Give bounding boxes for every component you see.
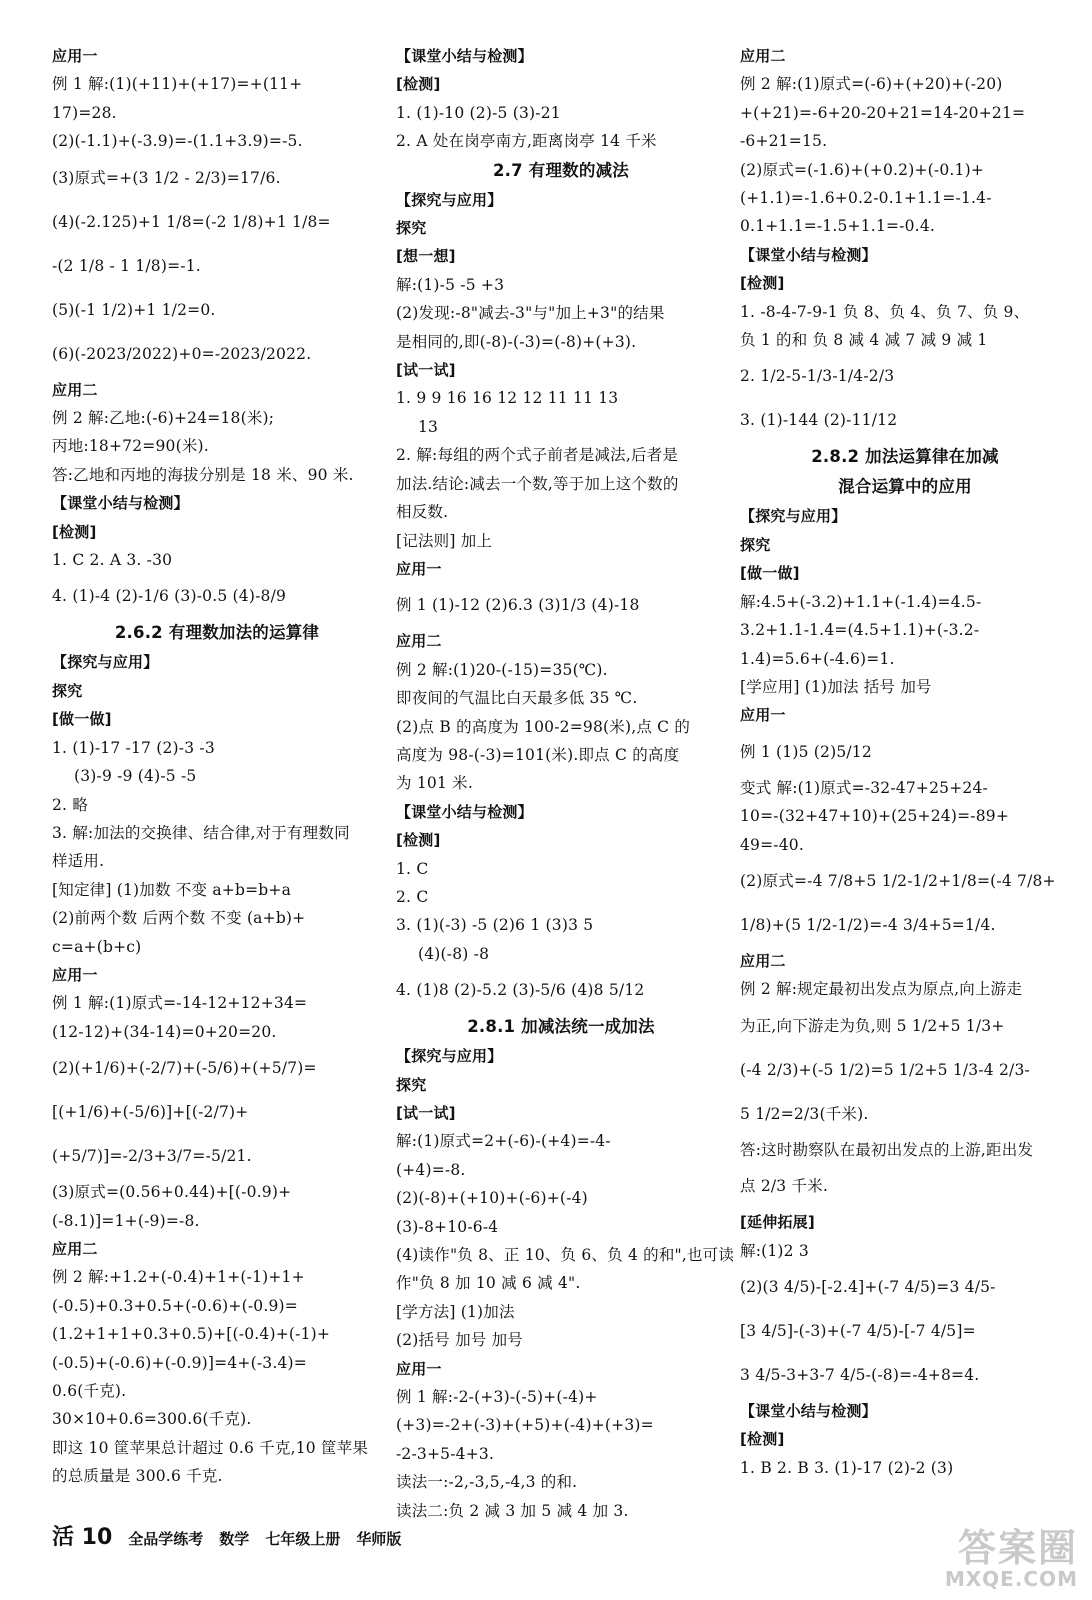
text-line: -(2 1/8 - 1 1/8)=-1.	[52, 256, 201, 275]
text-line: 应用二	[52, 1239, 98, 1258]
text-line: 17)=28.	[52, 103, 117, 122]
page-footer	[52, 1520, 401, 1550]
text-line: 0.6(千克).	[52, 1382, 127, 1400]
text-line: 4. (1)8 (2)-5.2 (3)-5/6 (4)8 5/12	[396, 981, 645, 1000]
text-line: 【课堂小结与检测】	[740, 1401, 877, 1420]
text-line: (2)发现:-8"减去-3"与"加上+3"的结果	[396, 304, 665, 323]
text-line: (2)前两个数 后两个数 不变 (a+b)+	[52, 909, 306, 928]
text-line: 2. C	[396, 887, 429, 906]
text-line: 10=-(32+47+10)+(25+24)=-89+	[740, 807, 1010, 826]
text-line: 【课堂小结与检测】	[52, 494, 189, 513]
text-line: 样适用.	[52, 852, 105, 871]
footer-brand: 全品学练考	[128, 1530, 204, 1548]
text-line: 2. 解:每组的两个式子前者是减法,后者是	[396, 446, 679, 465]
footer-grade: 七年级上册	[265, 1530, 341, 1548]
text-line: 应用一	[52, 965, 98, 984]
text-line: 2. A 处在岗亭南方,距离岗亭 14 千米	[396, 132, 657, 151]
text-line: 应用二	[740, 47, 786, 65]
text-line: (2)(+1/6)+(-2/7)+(-5/6)+(+5/7)=	[52, 1059, 317, 1078]
text-line: 作"负 8 加 10 减 6 减 4".	[396, 1274, 581, 1293]
text-line: 应用二	[740, 951, 786, 970]
text-line: 1. -8-4-7-9-1 负 8、负 4、负 7、负 9、	[740, 302, 1030, 321]
text-line: 【探究与应用】	[52, 653, 159, 672]
text-line: 2.7 有理数的减法	[493, 160, 629, 180]
left-column	[52, 42, 382, 1491]
text-line: 点 2/3 千米.	[740, 1177, 829, 1196]
text-line: (-0.5)+(-0.6)+(-0.9)]=4+(-3.4)=	[52, 1353, 307, 1372]
text-line: 解:(1)2 3	[740, 1241, 809, 1260]
text-line: c=a+(b+c)	[52, 937, 142, 956]
text-line: 1/8)+(5 1/2-1/2)=-4 3/4+5=1/4.	[740, 915, 996, 934]
text-line: 探究	[396, 219, 427, 238]
text-line: 解:(1)-5 -5 +3	[396, 275, 505, 294]
text-line: 3. 解:加法的交换律、结合律,对于有理数同	[52, 823, 350, 842]
text-line: 探究	[52, 681, 83, 700]
text-line: -2-3+5-4+3.	[396, 1444, 495, 1463]
text-line: 【课堂小结与检测】	[740, 245, 877, 264]
text-line: 答:这时勘察队在最初出发点的上游,距出发	[740, 1140, 1034, 1159]
text-line: 即这 10 筐苹果总计超过 0.6 千克,10 筐苹果	[52, 1438, 369, 1457]
text-line: 4. (1)-4 (2)-1/6 (3)-0.5 (4)-8/9	[52, 587, 287, 606]
text-line: 2.6.2 有理数加法的运算律	[114, 623, 320, 643]
text-line: (2)原式=(-1.6)+(+0.2)+(-0.1)+	[740, 160, 985, 179]
text-line: 例 2 解:规定最初出发点为原点,向上游走	[740, 980, 1023, 999]
text-line: [3 4/5]-(-3)+(-7 4/5)-[-7 4/5]=	[740, 1321, 976, 1340]
page-number: 活 10	[52, 1525, 113, 1550]
text-line: (+3)=-2+(-3)+(+5)+(-4)+(+3)=	[396, 1416, 654, 1435]
text-line: 应用一	[396, 559, 442, 578]
text-line: (4)(-8) -8	[418, 944, 490, 963]
text-line: 例 1 解:(1)(+11)+(+17)=+(11+	[52, 75, 303, 94]
text-line: 即夜间的气温比白天最多低 35 ℃.	[396, 689, 638, 708]
text-line: (3)原式=(0.56+0.44)+[(-0.9)+	[52, 1183, 292, 1202]
text-line: (2)点 B 的高度为 100-2=98(米),点 C 的	[396, 717, 691, 736]
text-line: 答:乙地和丙地的海拔分别是 18 米、90 米.	[52, 465, 354, 484]
text-line: 负 1 的和 负 8 减 4 减 7 减 9 减 1	[740, 331, 988, 350]
text-line: 例 1 (1)-12 (2)6.3 (3)1/3 (4)-18	[396, 596, 640, 615]
text-line: +(+21)=-6+20-20+21=14-20+21=	[740, 103, 1026, 122]
watermark-logo: 答案圈	[957, 1526, 1078, 1570]
text-line: (3)原式=+(3 1/2 - 2/3)=17/6.	[52, 168, 281, 187]
right-column	[740, 42, 1070, 1482]
text-line: 3. (1)(-3) -5 (2)6 1 (3)3 5	[396, 916, 594, 935]
text-line: 例 1 (1)5 (2)5/12	[740, 742, 872, 761]
text-line: (-8.1)]=1+(-9)=-8.	[52, 1211, 200, 1230]
text-line: 1.4)=5.6+(-4.6)=1.	[740, 649, 895, 668]
text-line: 是相同的,即(-8)-(-3)=(-8)+(+3).	[396, 332, 637, 351]
text-line: 1. C	[396, 859, 429, 878]
text-line: 探究	[396, 1075, 427, 1094]
text-line: (3)-8+10-6-4	[396, 1217, 499, 1236]
text-line: 应用二	[396, 632, 442, 651]
text-line: 解:(1)原式=2+(-6)-(+4)=-4-	[396, 1132, 611, 1151]
text-line: [学应用] (1)加法 括号 加号	[740, 677, 932, 696]
watermark	[878, 1528, 1078, 1594]
text-line: (5)(-1 1/2)+1 1/2=0.	[52, 300, 216, 319]
text-line: 读法二:负 2 减 3 加 5 减 4 加 3.	[396, 1501, 629, 1520]
text-line: 例 1 解:(1)原式=-14-12+12+34=	[52, 994, 308, 1013]
text-line: 3.2+1.1-1.4=(4.5+1.1)+(-3.2-	[740, 621, 980, 640]
text-line: 3. (1)-144 (2)-11/12	[740, 411, 898, 430]
text-line: [学方法] (1)加法	[396, 1302, 515, 1321]
text-line: -6+21=15.	[740, 132, 828, 151]
text-line: 的总质量是 300.6 千克.	[52, 1467, 223, 1486]
text-line: 3 4/5-3+3-7 4/5-(-8)=-4+8=4.	[740, 1365, 980, 1384]
text-line: (2)原式=-4 7/8+5 1/2-1/2+1/8=(-4 7/8+	[740, 871, 1056, 890]
text-line: (3)-9 -9 (4)-5 -5	[74, 767, 197, 786]
text-line: 例 1 解:-2-(+3)-(-5)+(-4)+	[396, 1388, 598, 1407]
text-line: 探究	[740, 535, 771, 554]
text-line: 【探究与应用】	[396, 1047, 503, 1066]
text-line: 相反数.	[396, 503, 449, 522]
text-line: 2. 略	[52, 795, 89, 814]
text-line: 例 2 解:(1)20-(-15)=35(℃).	[396, 660, 608, 679]
text-line: (2)(-8)+(+10)+(-6)+(-4)	[396, 1189, 588, 1208]
text-line: 应用一	[740, 706, 786, 725]
text-line: 30×10+0.6=300.6(千克).	[52, 1410, 252, 1429]
text-line: (4)读作"负 8、正 10、负 6、负 4 的和",也可读	[396, 1246, 735, 1265]
watermark-url: MXQE.COM	[944, 1567, 1078, 1591]
text-line: 1. 9 9 16 16 12 12 11 11 13	[396, 389, 619, 408]
text-line: 高度为 98-(-3)=101(米).即点 C 的高度	[396, 745, 680, 764]
text-line: 变式 解:(1)原式=-32-47+25+24-	[740, 778, 988, 797]
text-line: [记法则] 加上	[396, 531, 493, 550]
text-line: (12-12)+(34-14)=0+20=20.	[52, 1022, 277, 1041]
text-line: 0.1+1.1=-1.5+1.1=-0.4.	[740, 217, 936, 236]
text-line: 1. (1)-10 (2)-5 (3)-21	[396, 103, 561, 122]
footer-edition: 华师版	[356, 1530, 402, 1548]
text-line: 2.8.2 加法运算律在加减	[811, 447, 999, 467]
text-line: 例 2 解:乙地:(-6)+24=18(米);	[52, 409, 275, 428]
text-line: 【课堂小结与检测】	[396, 47, 533, 65]
text-line: [检测]	[52, 522, 97, 541]
text-line: (2)(3 4/5)-[-2.4]+(-7 4/5)=3 4/5-	[740, 1277, 996, 1296]
text-line: 应用二	[52, 380, 98, 399]
text-line: [检测]	[740, 1430, 785, 1449]
text-line: [做一做]	[52, 710, 112, 729]
text-line: 【探究与应用】	[740, 507, 847, 526]
text-line: 为正,向下游走为负,则 5 1/2+5 1/3+	[740, 1016, 1005, 1035]
middle-column	[396, 42, 735, 1525]
text-line: (2)(-1.1)+(-3.9)=-(1.1+3.9)=-5.	[52, 132, 303, 151]
text-line: 49=-40.	[740, 835, 804, 854]
text-line: 应用一	[52, 47, 98, 65]
text-line: 为 101 米.	[396, 774, 473, 793]
text-line: [(+1/6)+(-5/6)]+[(-2/7)+	[52, 1103, 249, 1122]
text-line: 加法.结论:减去一个数,等于加上这个数的	[396, 474, 679, 493]
text-line: [检测]	[396, 831, 441, 850]
text-line: 2.8.1 加减法统一成加法	[467, 1017, 655, 1037]
text-line: [知定律] (1)加数 不变 a+b=b+a	[52, 880, 292, 899]
text-line: 2. 1/2-5-1/3-1/4-2/3	[740, 367, 895, 386]
text-line: 13	[418, 417, 439, 436]
text-line: 【探究与应用】	[396, 190, 503, 209]
text-line: 1. B 2. B 3. (1)-17 (2)-2 (3)	[740, 1458, 954, 1477]
text-line: 1. (1)-17 -17 (2)-3 -3	[52, 738, 215, 757]
text-line: (+1.1)=-1.6+0.2-0.1+1.1=-1.4-	[740, 189, 992, 208]
text-line: (-0.5)+0.3+0.5+(-0.6)+(-0.9)=	[52, 1296, 298, 1315]
text-line: 解:4.5+(-3.2)+1.1+(-1.4)=4.5-	[740, 592, 982, 611]
footer-subject: 数学	[219, 1530, 250, 1548]
text-line: [想一想]	[396, 247, 456, 266]
text-line: (+5/7)]=-2/3+3/7=-5/21.	[52, 1147, 252, 1166]
text-line: (-4 2/3)+(-5 1/2)=5 1/2+5 1/3-4 2/3-	[740, 1060, 1030, 1079]
text-line: 【课堂小结与检测】	[396, 802, 533, 821]
text-line: 例 2 解:+1.2+(-0.4)+1+(-1)+1+	[52, 1268, 305, 1287]
text-line: (4)(-2.125)+1 1/8=(-2 1/8)+1 1/8=	[52, 212, 331, 231]
text-line: 丙地:18+72=90(米).	[52, 437, 209, 456]
text-line: 1. C 2. A 3. -30	[52, 551, 173, 570]
text-line: 混合运算中的应用	[838, 477, 972, 497]
text-line: 5 1/2=2/3(千米).	[740, 1104, 869, 1123]
text-line: [延伸拓展]	[740, 1213, 815, 1232]
text-line: [检测]	[396, 75, 441, 94]
text-line: 应用一	[396, 1359, 442, 1378]
text-line: (1.2+1+1+0.3+0.5)+[(-0.4)+(-1)+	[52, 1325, 331, 1344]
text-line: [试一试]	[396, 1104, 456, 1122]
text-line: 读法一:-2,-3,5,-4,3 的和.	[396, 1473, 578, 1492]
text-line: [试一试]	[396, 361, 456, 380]
text-line: (6)(-2023/2022)+0=-2023/2022.	[52, 344, 312, 363]
text-line: [检测]	[740, 274, 785, 293]
text-line: (+4)=-8.	[396, 1160, 466, 1179]
text-line: (2)括号 加号 加号	[396, 1331, 524, 1350]
text-line: [做一做]	[740, 564, 800, 583]
text-line: 例 2 解:(1)原式=(-6)+(+20)+(-20)	[740, 75, 1003, 94]
